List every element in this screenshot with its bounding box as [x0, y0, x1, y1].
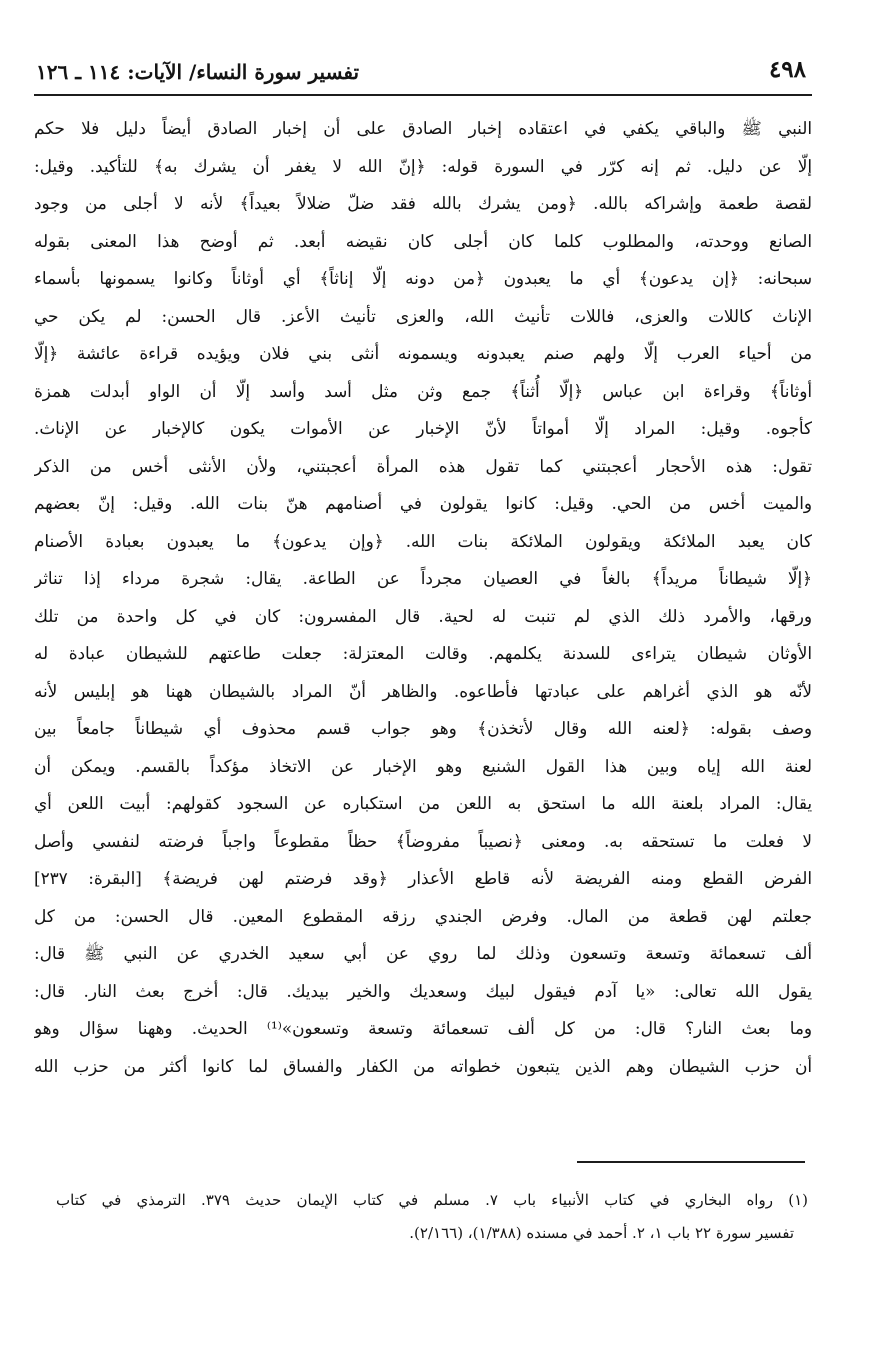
- text-line: تقول: هذه الأحجار أعجبتني كما تقول هذه المرأة أعجبتني، ولأن الأنثى أخس من الذكر: [34, 455, 812, 476]
- text-line: يقول الله تعالى: «يا آدم فيقول لبيك وسعديك والخير بيديك. قال: أخرج بعث النار. قال:: [34, 980, 812, 1001]
- text-line: لعنة الله إياه وبين هذا القول الشنيع وهو الإخبار عن الاتخاذ مؤكداً بالقسم. ويمكن أن: [34, 755, 812, 776]
- text-line: كان يعبد الملائكة ويقولون الملائكة بنات الله. ﴿وإن يدعون﴾ ما يعبدون بعبادة الأصنام: [34, 530, 812, 551]
- page-number: ٤٩٨: [768, 56, 806, 83]
- text-line: ﴿إلّا شيطاناً مريداً﴾ بالغاً في العصيان مجرداً عن الطاعة. يقال: شجرة مرداء إذا تناثر: [34, 568, 812, 588]
- running-title: تفسير سورة النساء/ الآيات: ١١٤ ـ ١٢٦: [36, 60, 360, 84]
- footnote-line: (١) رواه البخاري في كتاب الأنبياء باب ٧. مسلم في كتاب الإيمان حديث ٣٧٩. الترمذي في كتاب: [56, 1191, 808, 1209]
- text-line: جعلتم لهن قطعة من المال. وفرض الجندي رزقه المقطوع المعين. قال الحسن: من كل: [34, 905, 812, 926]
- text-line: ورقها، والأمرد ذلك الذي لم تنبت له لحية. قال المفسرون: كان في كل واحدة من تلك: [34, 605, 812, 626]
- text-line: لأنّه هو الذي أغراهم على عبادتها فأطاعوه. والظاهر أنّ المراد بالشيطان ههنا هو إبليس لأنه: [34, 680, 812, 701]
- text-line: النبي ﷺ والباقي يكفي في اعتقاده إخبار الصادق على أن إخبار الصادق أيضاً دليل فلا حكم: [34, 118, 812, 138]
- text-line: يقال: المراد بلعنة الله ما استحق به اللعن من استكباره عن السجود كقولهم: أبيت اللعن أي: [34, 793, 812, 813]
- text-line: أوثاناً﴾ وقراءة ابن عباس ﴿إلّا أُثناً﴾ جمع وثن مثل أسد وأسد إلّا أن الواو أبدلت همزة: [34, 380, 812, 401]
- text-line: لا فعلت ما تستحقه به. ومعنى ﴿نصيباً مفروضاً﴾ حظاً مقطوعاً واجباً فرضته لنفسي وأصل: [34, 830, 812, 851]
- footnote-line: تفسير سورة ٢٢ باب ١، ٢. أحمد في مسنده (١/٣٨٨)، (٢/١٦٦).: [409, 1224, 794, 1242]
- text-line: وصف بقوله: ﴿لعنه الله وقال لأتخذن﴾ وهو جواب قسم محذوف أي شيطاناً جامعاً بين: [34, 718, 812, 738]
- text-line: الصانع ووحدته، والمطلوب كلما كان أجلى كان نقيضه أبعد. ثم أوضح هذا المعنى بقوله: [34, 230, 812, 251]
- footnote-separator: [577, 1161, 805, 1163]
- text-line: الفرض القطع ومنه الفريضة لأنه قاطع الأعذار ﴿وقد فرضتم لهن فريضة﴾ [البقرة: ٢٣٧]: [34, 868, 812, 888]
- text-line: الإناث كاللات والعزى، فاللات تأنيث الله، والعزى تأنيث الأعز. قال الحسن: لم يكن حي: [34, 305, 812, 326]
- text-line: لقصة طعمة وإشراكه بالله. ﴿ومن يشرك بالله فقد ضلّ ضلالاً بعيداً﴾ لأنه لا أجلى من وجود: [34, 193, 812, 213]
- text-line: الأوثان شيطان يتراءى للسدنة يكلمهم. وقالت المعتزلة: جعلت طاعتهم للشيطان عبادة له: [34, 643, 812, 663]
- body-text: [34, 110, 812, 1085]
- text-line: إلّا عن دليل. ثم إنه كرّر في السورة قوله: ﴿إنّ الله لا يغفر أن يشرك به﴾ للتأكيد. وقيل:: [34, 155, 812, 176]
- page-header: [34, 50, 812, 96]
- text-line: والميت أخس من الحي. وقيل: كانوا يقولون في أصنامهم هنّ بنات الله. وقيل: إنّ بعضهم: [34, 493, 812, 513]
- text-line: ألف تسعمائة وتسعة وتسعون وذلك لما روي عن أبي سعيد الخدري عن النبي ﷺ قال:: [34, 943, 812, 963]
- text-line: من أحياء العرب إلّا ولهم صنم يعبدونه ويسمونه أنثى بني فلان ويؤيده قراءة عائشة ﴿إلّا: [34, 343, 812, 363]
- text-line: كأجوه. وقيل: المراد إلّا أمواتاً لأنّ الإخبار عن الأموات يكون كالإخبار عن الإناث.: [34, 418, 812, 438]
- text-line: أن حزب الشيطان وهم الذين يتبعون خطواته من الكفار والفساق لما كانوا أكثر من حزب الله: [34, 1055, 812, 1076]
- footnotes: [56, 1184, 808, 1250]
- text-line: وما بعث النار؟ قال: من كل ألف تسعمائة وتسعة وتسعون»⁽¹⁾ الحديث. وههنا سؤال وهو: [34, 1018, 812, 1038]
- text-line: سبحانه: ﴿إن يدعون﴾ أي ما يعبدون ﴿من دونه إلّا إناثاً﴾ أي أوثاناً وكانوا يسمونها بأسماء: [34, 268, 812, 288]
